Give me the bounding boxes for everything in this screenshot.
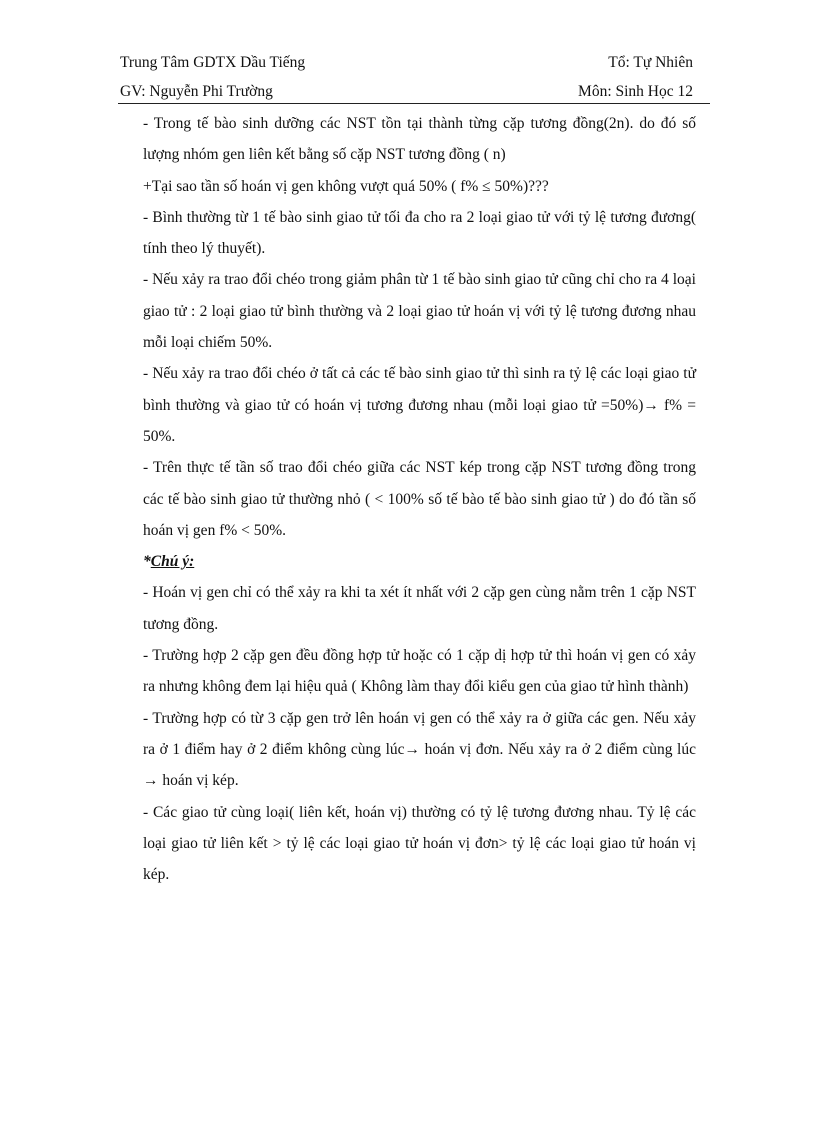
note-item: - Trường hợp 2 cặp gen đều đồng hợp tử hoặc có 1 cặp dị hợp tử thì hoán vị gen có xảy ra nhưng không đem lại hiệu quả ( Không làm thay đổi kiểu gen của giao tử hình thành) <box>143 647 696 696</box>
center-name: Trung Tâm GDTX Dầu Tiếng <box>120 54 306 71</box>
teacher-name: GV: Nguyễn Phi Trường <box>120 83 273 100</box>
note-item: - Các giao tử cùng loại( liên kết, hoán vị) thường có tỷ lệ tương đương nhau. Tỷ lệ các loại giao tử liên kết > tỷ lệ các loại giao tử hoán vị đơn> tỷ lệ các loại giao tử hoán vị kép. <box>143 803 696 884</box>
paragraph: - Nếu xảy ra trao đổi chéo ở tất cả các tế bào sinh giao tử thì sinh ra tỷ lệ các loại giao tử bình thường và giao tử có hoán vị tương đương nhau (mỗi loại giao tử =50%)→ f% = 50%. <box>143 365 696 445</box>
note-item: - Trường hợp có từ 3 cặp gen trở lên hoán vị gen có thể xảy ra ở giữa các gen. Nếu xảy ra ở 1 điểm hay ở 2 điểm không cùng lúc→ hoán vị đơn. Nếu xảy ra ở 2 điểm cùng lúc → hoán vị kép. <box>143 709 696 790</box>
note-heading-text: Chú ý: <box>150 553 195 571</box>
department-name: Tổ: Tự Nhiên <box>608 54 693 71</box>
paragraph: - Trong tế bào sinh dưỡng các NST tồn tại thành từng cặp tương đồng(2n). do đó số lượng nhóm gen liên kết bằng số cặp NST tương đồng ( n) <box>143 115 696 164</box>
note-heading <box>143 553 194 570</box>
note-item: - Hoán vị gen chỉ có thể xảy ra khi ta xét ít nhất với 2 cặp gen cùng nằm trên 1 cặp NST tương đồng. <box>143 584 696 633</box>
paragraph: +Tại sao tần số hoán vị gen không vượt quá 50% ( f% ≤ 50%)??? <box>143 177 549 195</box>
header-divider <box>118 103 710 104</box>
paragraph: - Trên thực tế tần số trao đổi chéo giữa các NST kép trong cặp NST tương đồng trong các tế bào sinh giao tử thường nhỏ ( < 100% số tế bào tế bào sinh giao tử ) do đó tần số hoán vị gen f% < 50%. <box>143 459 696 539</box>
paragraph: - Nếu xảy ra trao đổi chéo trong giảm phân từ 1 tế bào sinh giao tử cũng chỉ cho ra 4 loại giao tử : 2 loại giao tử bình thường và 2 loại giao tử hoán vị với tỷ lệ tương đương nhau mỗi loại chiếm 50%. <box>143 271 696 352</box>
note-heading-line <box>143 546 696 577</box>
note-star: * <box>143 553 151 571</box>
document-body <box>143 108 696 890</box>
paragraph: - Bình thường từ 1 tế bào sinh giao tử tối đa cho ra 2 loại giao tử với tỷ lệ tương đương( tính theo lý thuyết). <box>143 208 696 258</box>
subject-name: Môn: Sinh Học 12 <box>578 83 693 100</box>
